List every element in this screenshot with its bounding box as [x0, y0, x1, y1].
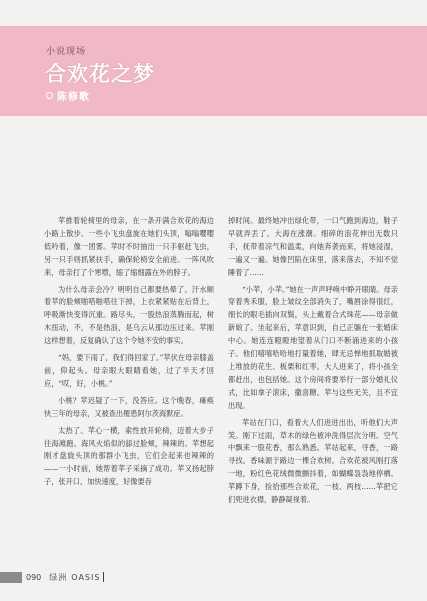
story-title: 合欢花之梦 [45, 61, 155, 86]
paragraph: 为什么母亲会冷？明明自己都要热晕了。汗水顺着苹的脸颊啪嗒啪嗒往下掉，上衣紧紧贴在后背上，呼吸渐快变得沉重。路尽头，一股热浪蒸腾而起，树木扭动，不，不是热浪，是乌云从那边压过来。苹刚这样想着，反复确认了这个令她不安的事实。 [44, 284, 214, 346]
paragraph: 掉时间。最终她冲出绿化带，一口气跑到海边，鞋子早就弄丢了。大海在涨潮。细碎的浪花伸出无数只手，抚带着凉气和温柔，向她奔袭而来，将她浸湿，一遍又一遍。她像凹陷在床里，落来落去，不知不觉睡着了…… [228, 216, 398, 277]
right-column [228, 215, 398, 511]
section-label: 小说现场 [46, 47, 87, 57]
left-column [44, 215, 214, 493]
magazine-edition: OASIS [71, 572, 101, 582]
circle-icon [46, 92, 53, 99]
paragraph: 苹推着轮椅里的母亲，在一条开满合欢花的海边小路上散步。一些小飞虫盘旋在她们头顶，嗡嗡嘤嘤低吟着，像一团雾。苹时不时抽出一只手驱赶飞虫，另一只手则抓紧扶手，确保轮椅安全前进。一阵风吹来，母亲打了个寒噤，缩了缩细露在外的脖子。 [44, 216, 214, 277]
divider [103, 572, 104, 582]
magazine-name: 绿洲 [49, 572, 68, 582]
page-footer [0, 570, 104, 584]
footer-bar [0, 572, 22, 583]
paragraph: “妈，要下雨了，我们得回家了。”苹伏在母亲膝盖前，仰起头。母亲眼大眼睛看她，过了半天才回应，“哎，好，小桃。” [44, 353, 214, 388]
author-row [46, 88, 90, 103]
paragraph: 小桃？苹迟疑了一下，没答应。这个晚春，瘫痪快三年的母亲，又被查出罹患阿尔茨海默症。 [44, 395, 214, 418]
paragraph: 苹站在门口，看着大人们进进出出，听他们大声笑。刚下过雨，草木的绿色被冲洗得层次分明。空气中飘来一股花香，那么熟悉。苹站起来，寻香，一路寻找。香味源于路边一棵合欢树。合欢花被风刚打落一地，粉红色花绒微微颤抖着，如蝴蝶袅袅地停栖。苹蹲下身，捡拾那些合欢花，一枝、两枝……苹把它们兜进衣襟，静静凝视着。 [228, 417, 398, 505]
author-name: 陈修歌 [57, 92, 90, 103]
paragraph: 太热了。苹心一横，索性放开轮椅，迈着大步子往海滩跑。海风火焰似的舔过脸颊，辣辣的。苹想起刚才盘旋头顶的那群小飞虫，它们会起来也辣辣的——一小时前，她帮着苹子采摘了成功。苹又扬起脖子，张开口，加快速度，好像要吞 [44, 425, 214, 487]
page-number: 090 [26, 572, 42, 582]
paragraph: “小苹，小苹。”她在一声声呼唤中睁开眼睛。母亲穿着秀禾服，脸上皱纹全部消失了，嘴唇涂得很红，细长的眼毛插向双鬓，头上戴着合式珠花——母亲做新娘了。坐起来后，苹意识到，自己正躺在一张婚床中心。她连连瞪瞪地望着从门口不断涌进来的小孩子。他们嘻嘻哈哈地打量着她，肆无忌惮地抓取婚被上堆放的花生、板栗和红枣。大人进来了，将小孩全都赶出，也包括她。这个房间将要举行一部分婚礼仪式，比如拿子滚床，撒喜糖。苹与这些无关，且不宜出现。 [228, 284, 398, 410]
